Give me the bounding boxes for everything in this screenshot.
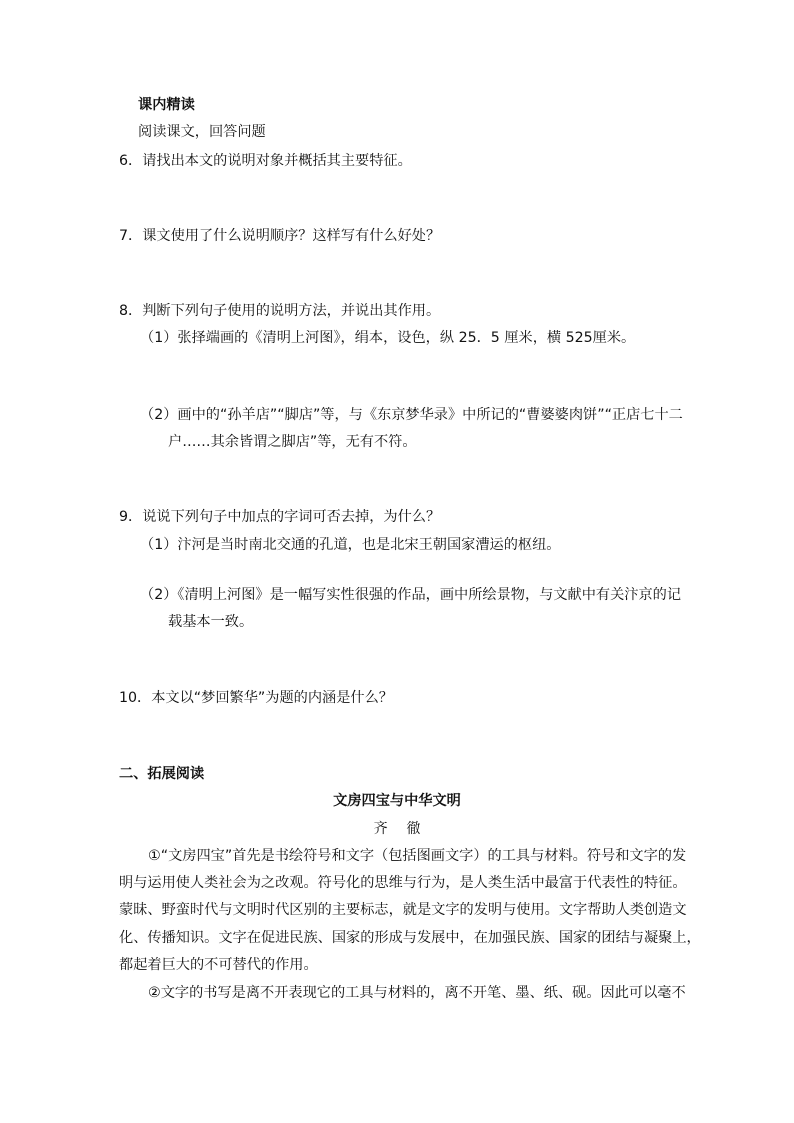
question-10: 10．本文以“梦回繁华”为题的内涵是什么？ [119, 690, 393, 706]
question-9: 9．说说下列句子中加点的字词可否去掉，为什么？ [119, 509, 441, 525]
question-9-item-2-line-2: 载基本一致。 [168, 614, 254, 630]
paragraph-line: 化、传播知识。文字在促进民族、国家的形成与发展中，在加强民族、国家的团结与凝聚上， [119, 930, 701, 946]
question-9-item-2-line-1: （2）《清明上河图》是一幅写实性很强的作品，画中所绘景物，与文献中有关汴京的记 [140, 587, 682, 603]
question-8: 8．判断下列句子使用的说明方法，并说出其作用。 [119, 303, 441, 319]
paragraph-line: 都起着巨大的不可替代的作用。 [119, 957, 318, 973]
question-7: 7．课文使用了什么说明顺序？这样写有什么好处？ [119, 228, 441, 244]
paragraph-line: 明与运用使人类社会为之改观。符号化的思维与行为，是人类生活中最富于代表性的特征。 [119, 875, 687, 891]
paragraph-line: 蒙昧、野蛮时代与文明时代区别的主要标志，就是文字的发明与使用。文字帮助人类创造文 [119, 902, 687, 918]
paragraph-line: ①“文房四宝”首先是书绘符号和文字（包括图画文字）的工具与材料。符号和文字的发 [148, 848, 687, 864]
question-8-item-1: （1）张择端画的《清明上河图》，绢本，设色，纵 25．5 厘米，横 525厘米。 [140, 330, 636, 346]
section-heading-intensive-reading: 课内精读 [138, 97, 195, 113]
section-heading-extended-reading: 二、拓展阅读 [119, 766, 205, 782]
question-6: 6．请找出本文的说明对象并概括其主要特征。 [119, 153, 412, 169]
question-8-item-2-line-1: （2）画中的“孙羊店”“脚店”等，与《东京梦华录》中所记的“曹婆婆肉饼”“正店七十二 [140, 407, 683, 423]
question-8-item-2-line-2: 户……其余皆谓之脚店”等，无有不符。 [168, 434, 417, 450]
question-9-item-1: （1）汴河是当时南北交通的孔道，也是北宋王朝国家漕运的枢纽。 [140, 537, 561, 553]
article-title: 文房四宝与中华文明 [333, 793, 461, 809]
article-author: 齐 徹 [373, 821, 421, 837]
instruction-text: 阅读课文，回答问题 [138, 124, 266, 140]
paragraph-line: ②文字的书写是离不开表现它的工具与材料的，离不开笔、墨、纸、砚。因此可以毫不 [148, 985, 686, 1001]
